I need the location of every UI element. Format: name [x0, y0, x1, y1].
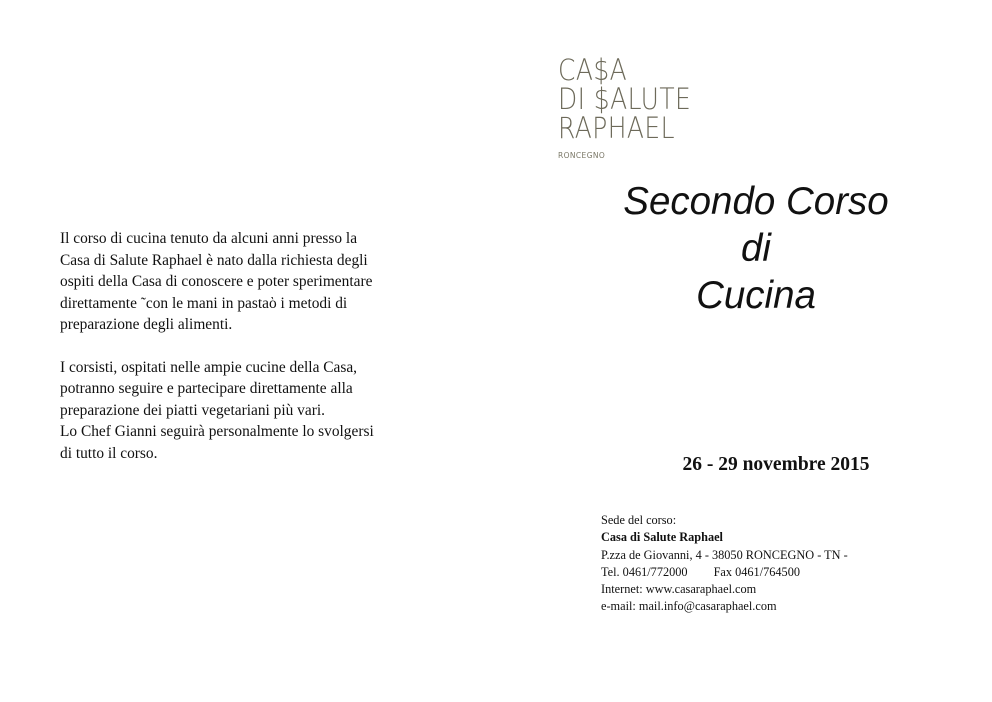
venue-email: e-mail: mail.info@casaraphael.com: [601, 599, 777, 614]
venue-address: P.zza de Giovanni, 4 - 38050 RONCEGNO - TN -: [601, 547, 848, 562]
text-line: ospiti della Casa di conoscere e poter sperimentare: [60, 273, 373, 290]
course-dates: 26 - 29 novembre 2015: [682, 454, 870, 475]
venue-phone-fax: [601, 564, 931, 581]
text-line: direttamente ῀con le mani in pastaὸ i metodi di: [60, 294, 348, 312]
text-line: Il corso di cucina tenuto da alcuni anni presso la: [60, 230, 358, 247]
logo-line-2: DI $ALUTE: [558, 82, 692, 116]
venue-label: Sede del corso:: [601, 513, 677, 527]
text-line: di tutto il corso.: [60, 444, 158, 462]
venue-tel: Tel. 0461/772000: [601, 564, 688, 579]
logo-line-3: RAPHAEL: [558, 111, 675, 145]
venue-name: Casa di Salute Raphael: [601, 530, 723, 545]
logo-subtitle: RONCEGNO: [558, 151, 606, 160]
logo-line-1: CA$A: [558, 53, 628, 87]
venue-info: [601, 512, 931, 616]
title-line-2: di: [741, 227, 771, 270]
text-line: preparazione degli alimenti.: [60, 316, 233, 333]
title-line-1: Secondo Corso: [623, 180, 889, 223]
text-line: Lo Chef Gianni seguirà personalmente lo svolgersi: [60, 423, 374, 440]
text-line: Casa di Salute Raphael è nato dalla richiesta degli: [60, 251, 368, 269]
text-line: potranno seguire e partecipare direttamente alla: [60, 380, 353, 397]
course-title: [586, 178, 926, 319]
casa-raphael-logo: [558, 53, 738, 160]
course-description: [60, 228, 452, 464]
venue-fax: Fax 0461/764500: [713, 564, 800, 579]
intro-paragraph-2: [60, 357, 452, 465]
intro-paragraph-1: [60, 228, 452, 336]
text-line: preparazione dei piatti vegetariani più vari.: [60, 401, 325, 419]
venue-website: Internet: www.casaraphael.com: [601, 582, 757, 597]
title-line-3: Cucina: [696, 274, 816, 317]
text-line: I corsisti, ospitati nelle ampie cucine della Casa,: [60, 358, 358, 376]
